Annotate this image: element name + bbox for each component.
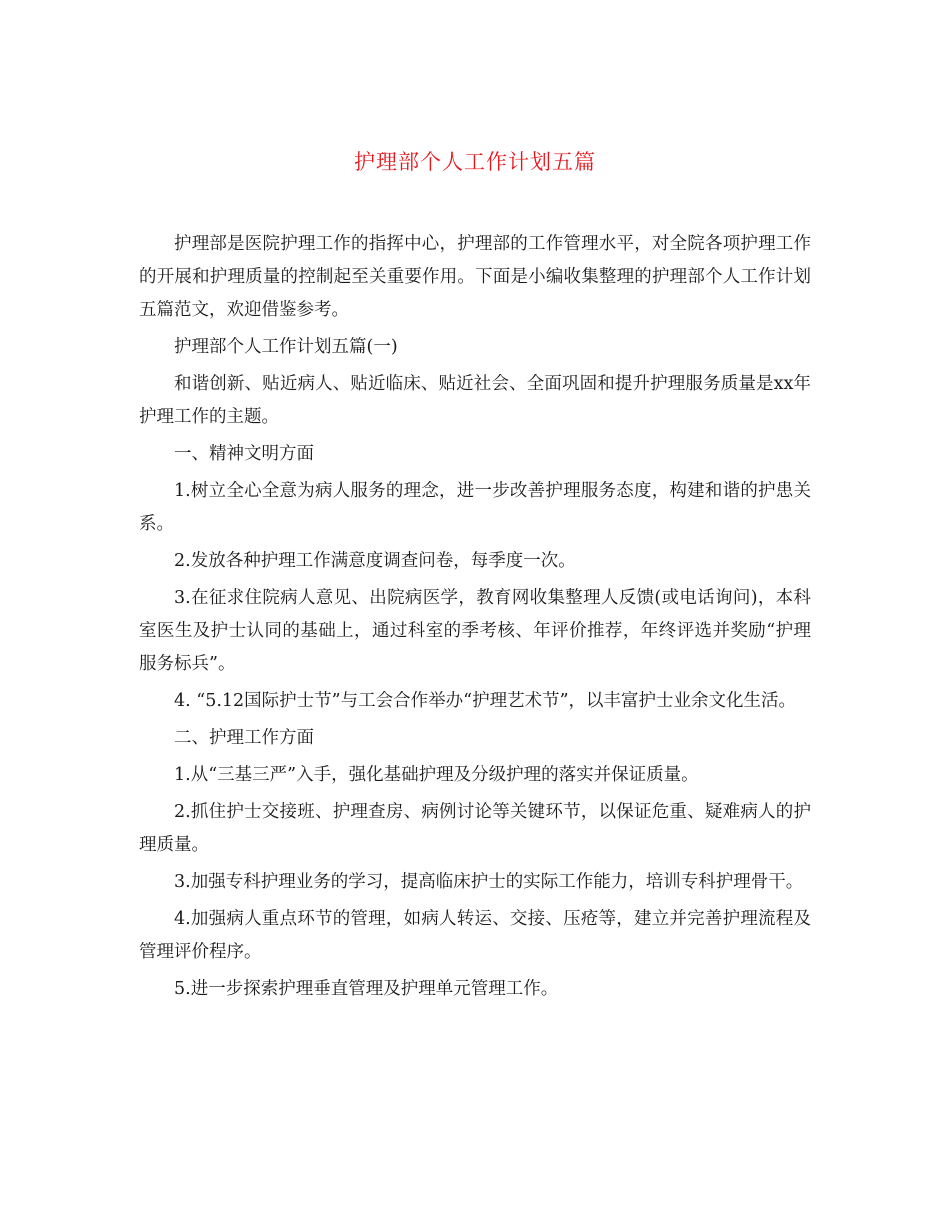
paragraph-heading-1: 一、精神文明方面 (174, 444, 314, 464)
paragraph-intro: 护理部是医院护理工作的指挥中心，护理部的工作管理水平，对全院各项护理工作的开展和护理质量的控制起至关重要作用。下面是小编收集整理的护理部个人工作计划五篇范文，欢迎借鉴参考。 (139, 234, 811, 320)
paragraph-section-heading: 护理部个人工作计划五篇(一) (174, 337, 398, 357)
paragraph-heading-2: 二、护理工作方面 (174, 728, 314, 748)
document-body (139, 228, 811, 1010)
paragraph-item: 3.在征求住院病人意见、出院病医学，教育网收集整理人反馈(或电话询问)，本科室医生及护士认同的基础上，通过科室的季考核、年评价推荐，年终评选并奖励“护理服务标兵”。 (139, 588, 811, 674)
paragraph-item: 5.进一步探索护理垂直管理及护理单元管理工作。 (174, 979, 559, 999)
paragraph-item: 2.抓住护士交接班、护理查房、病例讨论等关键环节，以保证危重、疑难病人的护理质量。 (139, 802, 811, 855)
paragraph-theme: 和谐创新、贴近病人、贴近临床、贴近社会、全面巩固和提升护理服务质量是xx年护理工作的主题。 (139, 374, 811, 427)
document-title: 护理部个人工作计划五篇 (354, 150, 596, 174)
paragraph-item: 1.树立全心全意为病人服务的理念，进一步改善护理服务态度，构建和谐的护患关系。 (139, 481, 811, 534)
paragraph-item: 4.加强病人重点环节的管理，如病人转运、交接、压疮等，建立并完善护理流程及管理评价程序。 (139, 909, 811, 962)
paragraph-item: 2.发放各种护理工作满意度调查问卷，每季度一次。 (174, 551, 576, 571)
paragraph-item: 1.从“三基三严”入手，强化基础护理及分级护理的落实并保证质量。 (174, 765, 699, 785)
paragraph-item: 3.加强专科护理业务的学习，提高临床护士的实际工作能力，培训专科护理骨干。 (174, 872, 804, 892)
paragraph-item: 4. “5.12国际护士节”与工会合作举办“护理艺术节”，以丰富护士业余文化生活。 (174, 691, 797, 711)
